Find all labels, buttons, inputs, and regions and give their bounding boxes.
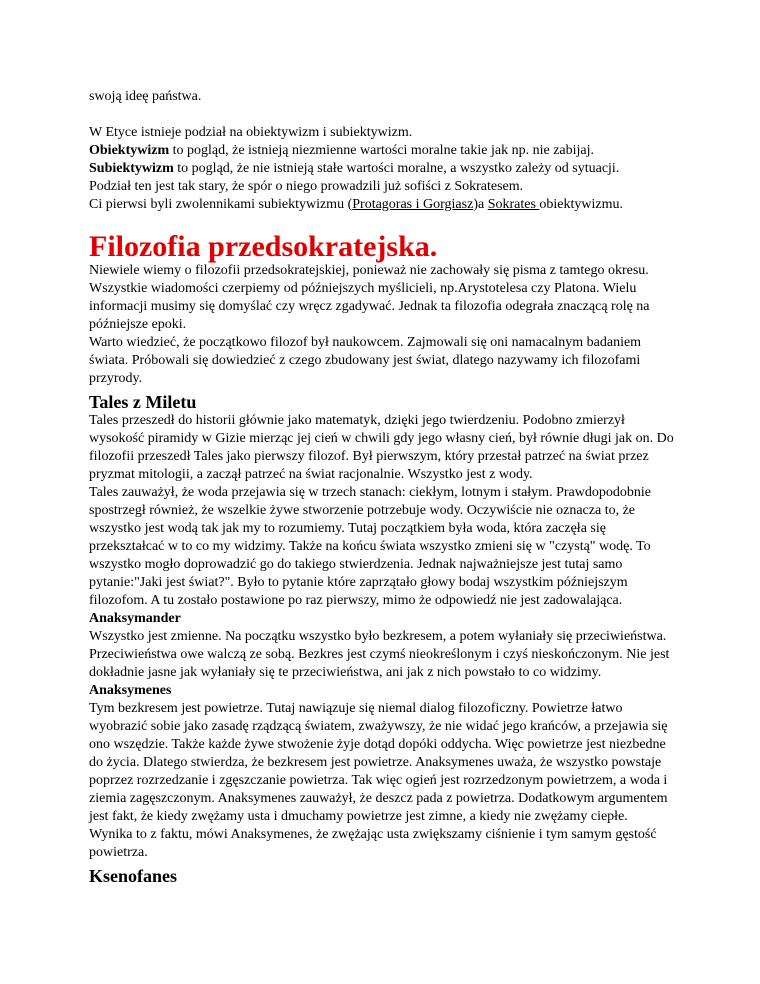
tales-heading: Tales z Miletu — [89, 392, 197, 412]
section-heading-presocratic: Filozofia przedsokratejska. — [89, 230, 438, 263]
subjectivism-definition — [89, 160, 674, 178]
ethics-line-1: W Etyce istnieje podział na obiektywizm i subiektywizm. — [89, 125, 413, 140]
protagoras-gorgiasz-link[interactable]: Protagoras i Gorgiasz — [352, 197, 474, 212]
ethics-line-5-c: obiektywizmu. — [539, 197, 624, 212]
presocratic-paragraph-2: Warto wiedzieć, że początkowo filozof był naukowcem. Zajmowali się oni namacalnym badaniem świata. Próbowali się dowiedzieć z czego zbudowany jest świat, dlatego nazywamy ich filozofami przyrody. — [89, 335, 642, 386]
ethics-line-4: Podział ten jest tak stary, że spór o niego prowadzili już sofiści z Sokratesem. — [89, 179, 524, 194]
ethics-line-5-a: Ci pierwsi byli zwolennikami subiektywizmu ( — [89, 197, 353, 212]
anaksymenes-heading: Anaksymenes — [89, 683, 172, 698]
anaksymander-heading: Anaksymander — [89, 611, 181, 626]
objectivism-text: to pogląd, że istnieją niezmienne wartości moralne takie jak np. nie zabijaj. — [169, 143, 595, 158]
intro-line: swoją ideę państwa. — [89, 89, 202, 104]
ethics-line-5-b: )a — [473, 197, 488, 212]
tales-paragraph-2: Tales zauważył, że woda przejawia się w trzech stanach: ciekłym, lotnym i stałym. Prawdopodobnie spostrzegł również, że wszelkie żywe stworzenie potrzebuje wody. Oczywiście nie oznacza to, że wszystko jest wodą tak jak my to rozumiemy. Tutaj początkiem była woda, która zaczęła się przekształcać w to co my widzimy. Także na końcu świata wszystko zmieni się w "czystą" wodę. To wszystko mogło doprowadzić go do takiego stwierdzenia. Jednak najważniejsze jest tutaj samo pytanie:"Jaki jest świat?". Było to pytanie które zaprzątało głowy bodaj wszystkim późniejszym filozofom. A tu zostało postawione po raz pierwszy, mimo że odpowiedź nie jest zadowalająca. — [89, 485, 651, 608]
subjectivism-text: to pogląd, że nie istnieją stałe wartości moralne, a wszystko zależy od sytuacji. — [173, 161, 620, 176]
ethics-line-5 — [89, 196, 674, 214]
subjectivism-term: Subiektywizm — [89, 161, 174, 176]
objectivism-definition — [89, 142, 674, 160]
sokrates-link[interactable]: Sokrates — [487, 197, 540, 212]
objectivism-term: Obiektywizm — [89, 143, 170, 158]
anaksymander-paragraph: Wszystko jest zmienne. Na początku wszystko było bezkresem, a potem wyłaniały się przeciwieństwa. Przeciwieństwa owe walczą ze sobą. Bezkres jest czymś nieokreślonym i czyś nieskończonym. Nie jest dokładnie jasne jak wyłaniały się te przeciwieństwa, ani jak z nich powstało to co widzimy. — [89, 629, 670, 680]
tales-paragraph-1: Tales przeszedł do historii głównie jako matematyk, dzięki jego twierdzeniu. Podobno zmierzył wysokość piramidy w Gizie mierząc jej cień w chwili gdy jego własny cień, był równie długi jak on. Do filozofii przeszedł Tales jako pierwszy filozof. Był pierwszym, który przestał patrzeć na świat przez pryzmat mitologii, a zaczął patrzeć na świat racjonalnie. Wszystko jest z wody. — [89, 413, 674, 482]
document-page — [89, 88, 674, 886]
presocratic-paragraph-1: Niewiele wiemy o filozofii przedsokratejskiej, ponieważ nie zachowały się pisma z tamtego okresu. Wszystkie wiadomości czerpiemy od późniejszych myślicieli, np.Arystotelesa czy Platona. Wielu informacji musimy się domyślać czy wręcz zgadywać. Jednak ta filozofia odegrała znaczącą rolę na późniejsze epoki. — [89, 263, 650, 332]
anaksymenes-paragraph: Tym bezkresem jest powietrze. Tutaj nawiązuje się niemal dialog filozoficzny. Powietrze łatwo wyobrazić sobie jako zasadę rządzącą światem, zważywszy, że nie widać jego krańców, a przejawia się ono wszędzie. Także każde żywe stwożenie żyje dotąd dopóki oddycha. Więc powietrze jest niezbedne do życia. Dlatego stwierdza, że bezkresem jest powietrze. Anaksymenes uważa, że wszystko powstaje poprzez rozrzedzanie i zgęszczanie powietrza. Tak więc ogień jest rozrzedzonym powietrzem, a woda i ziemia zagęszczonym. Anaksymenes zauważył, że deszcz pada z powietrza. Dodatkowym argumentem jest fakt, że kiedy zwężamy usta i dmuchamy powietrze jest zimne, a kiedy nie zwężamy ciepłe. Wynika to z faktu, mówi Anaksymenes, że zwężając usta zwiększamy ciśnienie i tym samym gęstość powietrza. — [89, 701, 668, 860]
ksenofanes-heading: Ksenofanes — [89, 866, 178, 886]
